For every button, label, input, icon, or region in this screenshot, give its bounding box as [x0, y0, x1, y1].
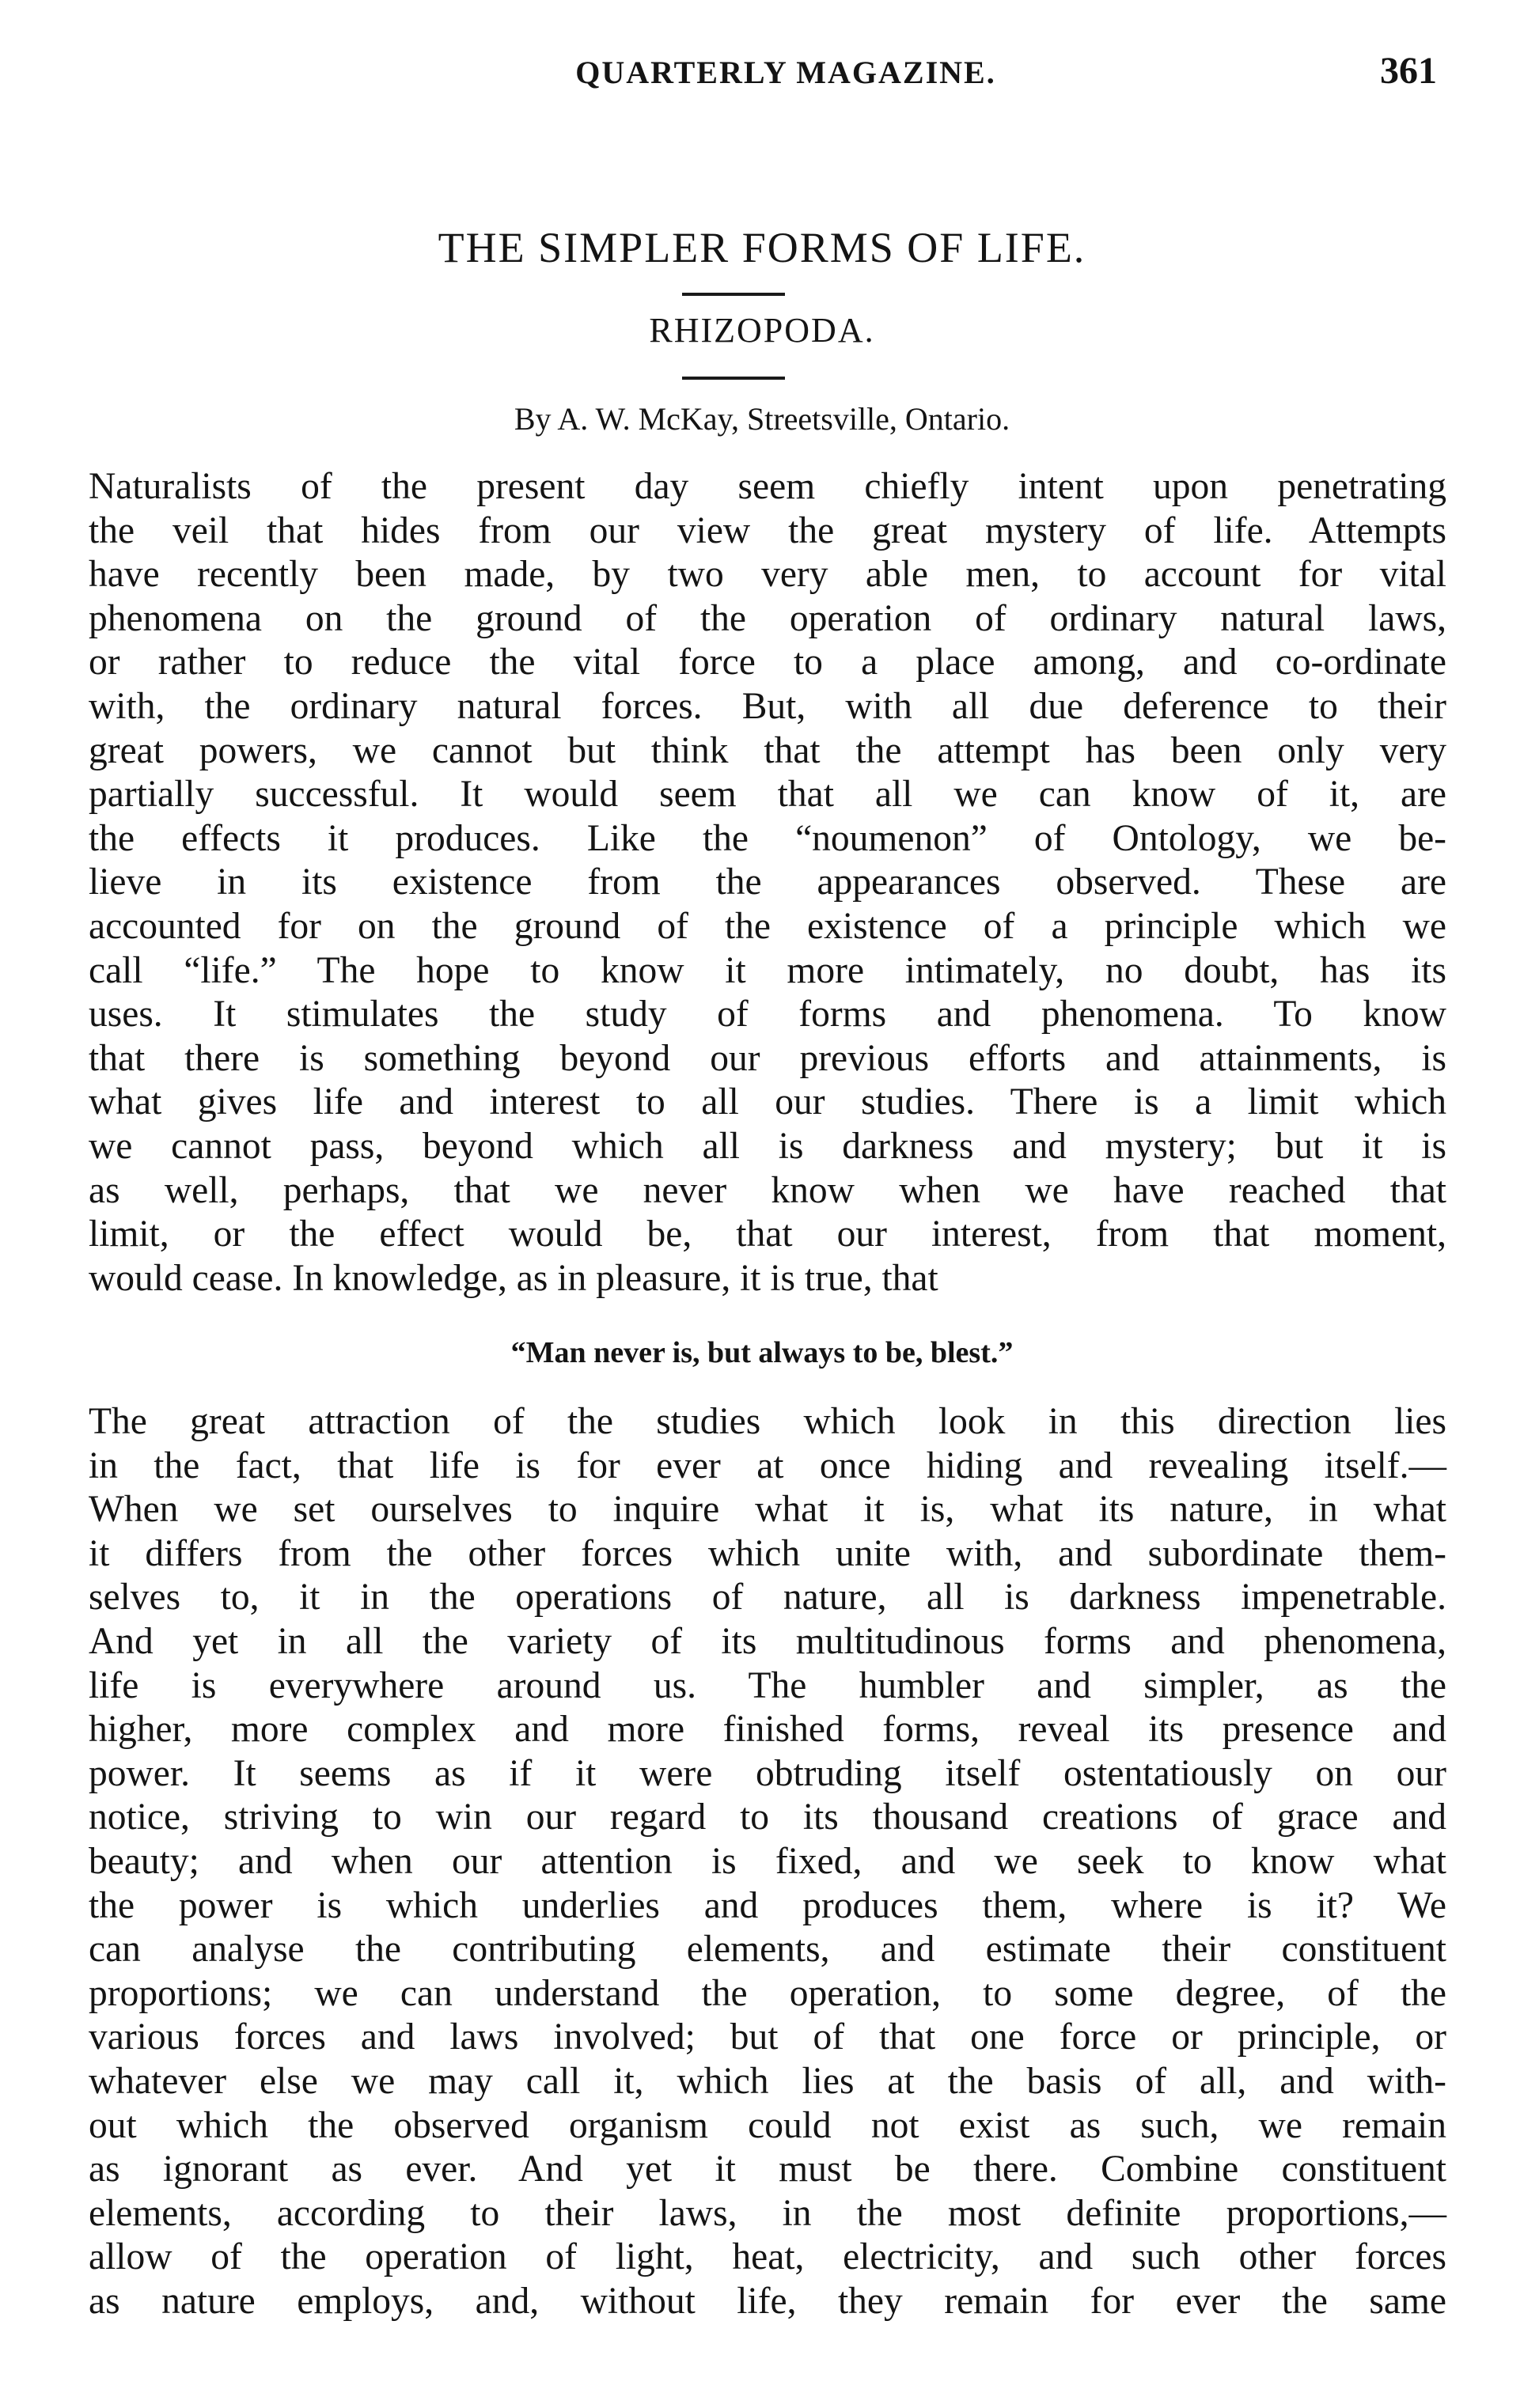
text-line: elements, according to their laws, in the most definite proportions,—: [89, 2192, 1446, 2234]
text-line: accounted for on the ground of the existence of a principle which we: [89, 905, 1446, 947]
text-line: the power is which underlies and produces them, where is it? We: [89, 1884, 1446, 1926]
text-line: we cannot pass, beyond which all is darkness and mystery; but it is: [89, 1125, 1446, 1167]
text-line: proportions; we can understand the operation, to some degree, of the: [89, 1972, 1446, 2014]
text-line: partially successful. It would seem that all we can know of it, are: [89, 774, 1446, 816]
text-line: would cease. In knowledge, as in pleasure, it is true, that: [89, 1257, 938, 1299]
text-line: phenomena on the ground of the operation of ordinary natural laws,: [89, 597, 1446, 639]
text-line: as nature employs, and, without life, they remain for ever the same: [89, 2280, 1446, 2322]
text-line: the veil that hides from our view the great mystery of life. Attempts: [89, 509, 1446, 551]
text-line: lieve in its existence from the appearances observed. These are: [89, 861, 1446, 903]
text-line: whatever else we may call it, which lies at the basis of all, and with-: [89, 2060, 1446, 2102]
title-divider: [682, 293, 785, 296]
text-line: When we set ourselves to inquire what it is, what its nature, in what: [89, 1489, 1446, 1531]
text-line: And yet in all the variety of its multitudinous forms and phenomena,: [89, 1620, 1446, 1662]
page-number: 361: [1380, 50, 1437, 92]
text-line: it differs from the other forces which unite with, and subordinate them-: [89, 1532, 1446, 1574]
text-line: allow of the operation of light, heat, electricity, and such other forces: [89, 2236, 1446, 2278]
text-line: higher, more complex and more finished forms, reveal its presence and: [89, 1709, 1446, 1751]
article-title: THE SIMPLER FORMS OF LIFE.: [438, 224, 1086, 271]
text-line: life is everywhere around us. The humbler and simpler, as the: [89, 1664, 1446, 1706]
text-line: as ignorant as ever. And yet it must be there. Combine constituent: [89, 2149, 1446, 2190]
text-line: The great attraction of the studies which look in this direction lies: [89, 1401, 1446, 1442]
running-title: QUARTERLY MAGAZINE.: [575, 55, 996, 90]
text-line: have recently been made, by two very able men, to account for vital: [89, 554, 1446, 596]
text-line: great powers, we cannot but think that the attempt has been only very: [89, 729, 1446, 771]
text-line: uses. It stimulates the study of forms and phenomena. To know: [89, 994, 1446, 1036]
section-title: RHIZOPODA.: [649, 311, 875, 350]
text-line: or rather to reduce the vital force to a place among, and co-ordinate: [89, 642, 1446, 683]
text-line: that there is something beyond our previous efforts and attainments, is: [89, 1037, 1446, 1079]
paragraph-1: [89, 465, 1446, 1301]
text-line: Naturalists of the present day seem chiefly intent upon penetrating: [89, 466, 1446, 507]
byline: By A. W. McKay, Streetsville, Ontario.: [514, 401, 1010, 437]
paragraph-2: [89, 1400, 1446, 2323]
running-head: [135, 49, 1437, 112]
text-line: call “life.” The hope to know it more intimately, no doubt, has its: [89, 949, 1446, 991]
text-line: the effects it produces. Like the “noumenon” of Ontology, we be-: [89, 817, 1446, 859]
text-line: various forces and laws involved; but of that one force or principle, or: [89, 2016, 1446, 2058]
text-line: notice, striving to win our regard to its thousand creations of grace and: [89, 1797, 1446, 1838]
text-line: as well, perhaps, that we never know when we have reached that: [89, 1169, 1446, 1211]
text-line: limit, or the effect would be, that our interest, from that moment,: [89, 1213, 1446, 1255]
text-line: power. It seems as if it were obtruding itself ostentatiously on our: [89, 1752, 1446, 1794]
text-line: can analyse the contributing elements, and estimate their constituent: [89, 1929, 1446, 1971]
text-line: out which the observed organism could not exist as such, we remain: [89, 2104, 1446, 2146]
text-line: beauty; and when our attention is fixed, and we seek to know what: [89, 1840, 1446, 1882]
quotation: “Man never is, but always to be, blest.”: [510, 1336, 1014, 1369]
text-line: selves to, it in the operations of nature, all is darkness impenetrable.: [89, 1577, 1446, 1619]
section-divider: [682, 377, 785, 380]
text-line: with, the ordinary natural forces. But, with all due deference to their: [89, 685, 1446, 727]
text-line: what gives life and interest to all our studies. There is a limit which: [89, 1081, 1446, 1123]
text-line: in the fact, that life is for ever at once hiding and revealing itself.—: [89, 1444, 1446, 1486]
